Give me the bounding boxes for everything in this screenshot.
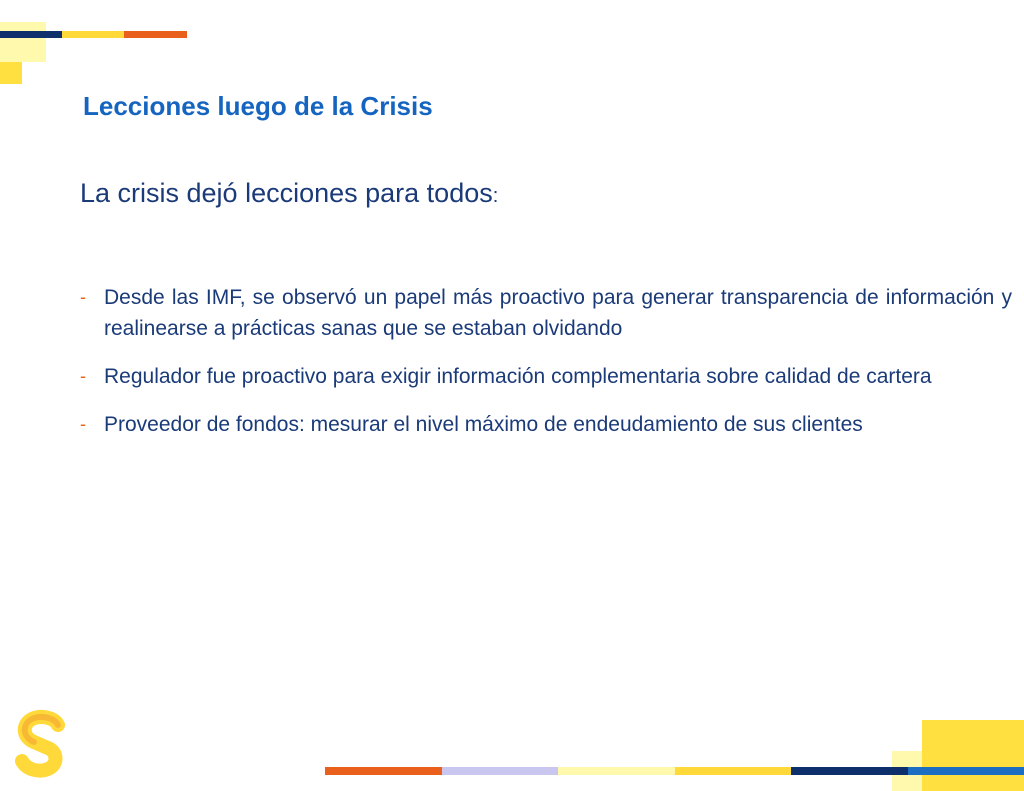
bottom-bar-blue (908, 767, 1024, 775)
list-item (80, 282, 1012, 344)
bottom-bar-yellow (675, 767, 791, 775)
intro-text: La crisis dejó lecciones para todos (80, 178, 493, 208)
slide-intro (80, 178, 498, 209)
bullet-text: Regulador fue proactivo para exigir información complementaria sobre calidad de cartera (104, 365, 932, 388)
intro-colon: : (492, 185, 499, 207)
top-left-decor-square (0, 62, 22, 84)
bullet-list (80, 282, 1012, 457)
bullet-text: Desde las IMF, se observó un papel más proactivo para generar transparencia de información y realinearse a prácticas sanas que se estaban olvidando (104, 286, 1012, 340)
bottom-bar-orange (325, 767, 442, 775)
bottom-right-decor-strip (922, 775, 1024, 791)
top-bar-navy (0, 31, 62, 38)
list-item (80, 409, 1012, 440)
bottom-bar-lavender (442, 767, 558, 775)
bullet-dash: - (80, 366, 86, 386)
s-logo-icon (14, 709, 70, 781)
bullet-text: Proveedor de fondos: mesurar el nivel máximo de endeudamiento de sus clientes (104, 413, 863, 436)
top-bar-yellow (62, 31, 124, 38)
bottom-right-decor-block (922, 720, 1024, 767)
list-item (80, 361, 1012, 392)
top-left-decor-block (0, 22, 46, 62)
top-bar-orange (124, 31, 187, 38)
bottom-bar-pale-yellow (558, 767, 675, 775)
bullet-dash: - (80, 287, 86, 307)
bullet-dash: - (80, 414, 86, 434)
slide-title: Lecciones luego de la Crisis (83, 91, 433, 121)
bottom-bar-navy (791, 767, 908, 775)
